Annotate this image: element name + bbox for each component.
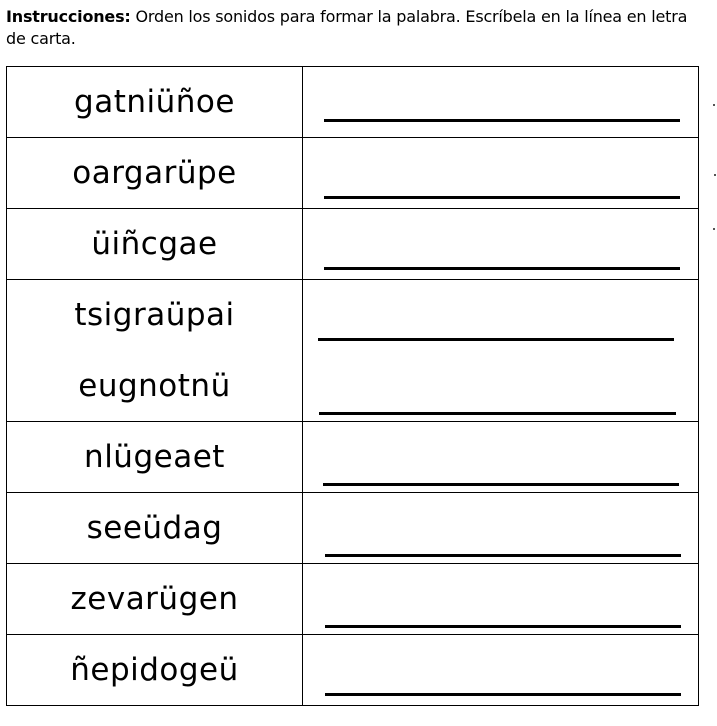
scrambled-word: seeüdag [86, 510, 223, 546]
table-row [7, 209, 699, 280]
table-row [7, 493, 699, 564]
table-row [7, 67, 699, 138]
answer-line [324, 196, 680, 199]
table-row [7, 280, 699, 422]
scrambled-word: tsigraüpai [74, 297, 235, 334]
table-row [7, 635, 699, 706]
table-row [7, 564, 699, 635]
answer-cell [303, 280, 699, 422]
scrambled-word-cell [7, 564, 303, 635]
answer-line [319, 412, 676, 415]
worksheet-table [6, 66, 699, 706]
scrambled-word: üiñcgae [91, 226, 218, 262]
answer-cell [303, 493, 699, 564]
scrambled-word-cell [7, 635, 303, 706]
table-row [7, 138, 699, 209]
instructions-label: Instrucciones: [6, 7, 131, 26]
scrambled-word-cell [7, 138, 303, 209]
margin-mark [713, 104, 715, 106]
answer-line [325, 625, 681, 628]
answer-line [325, 693, 681, 696]
scrambled-word-cell [7, 209, 303, 280]
margin-mark [714, 174, 716, 176]
answer-cell [303, 635, 699, 706]
answer-cell [303, 422, 699, 493]
instructions-text: Orden los sonidos para formar la palabra. Escríbela en la línea en letra de carta. [6, 7, 688, 48]
answer-line [323, 483, 679, 486]
scrambled-word-cell [7, 67, 303, 138]
scrambled-word-cell [7, 422, 303, 493]
answer-line [318, 338, 674, 341]
answer-cell [303, 138, 699, 209]
answer-line [325, 554, 681, 557]
scrambled-word-cell [7, 280, 303, 422]
scrambled-word: ñepidogeü [70, 652, 239, 688]
scrambled-word: eugnotnü [78, 367, 231, 404]
scrambled-word: nlügeaet [84, 439, 225, 475]
answer-cell [303, 564, 699, 635]
scrambled-word: gatniüñoe [74, 84, 235, 120]
answer-cell [303, 67, 699, 138]
scrambled-word: zevarügen [70, 581, 239, 617]
scrambled-word-cell [7, 493, 303, 564]
margin-mark [713, 228, 715, 230]
instructions [6, 6, 706, 50]
answer-line [324, 119, 680, 122]
answer-cell [303, 209, 699, 280]
answer-line [324, 267, 680, 270]
scrambled-word: oargarüpe [72, 155, 237, 191]
table-row [7, 422, 699, 493]
